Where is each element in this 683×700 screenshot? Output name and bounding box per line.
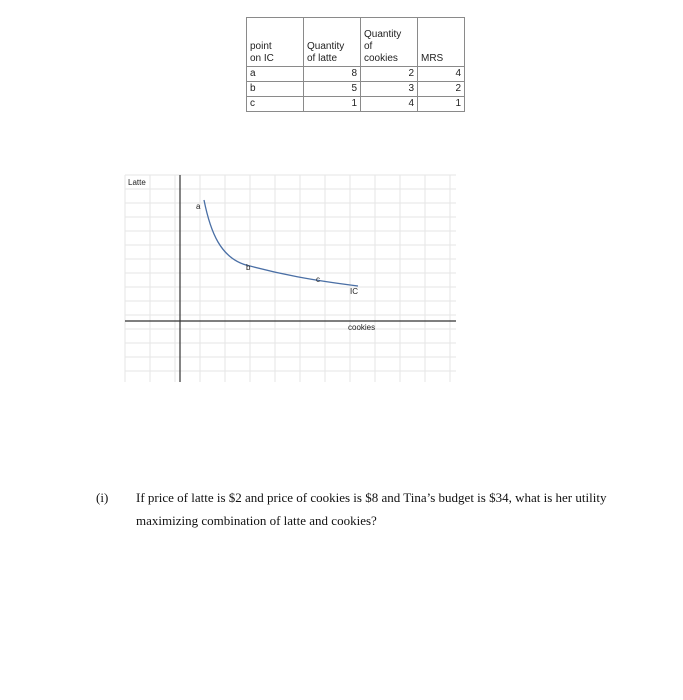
cell-mrs: 4 <box>418 67 465 82</box>
cell-cookies: 3 <box>361 82 418 97</box>
table-row <box>247 97 465 112</box>
table-header-row <box>247 18 465 67</box>
table-row <box>247 67 465 82</box>
cell-latte: 5 <box>304 82 361 97</box>
question-number: (i) <box>96 490 109 505</box>
cell-latte: 8 <box>304 67 361 82</box>
cell-mrs: 2 <box>418 82 465 97</box>
cell-point: c <box>247 97 304 112</box>
point-label-b: b <box>246 263 251 272</box>
cell-point: b <box>247 82 304 97</box>
header-cookies: Quantity of cookies <box>361 18 418 67</box>
indifference-curve-graph <box>110 170 470 390</box>
y-axis-label: Latte <box>128 178 146 187</box>
cell-latte: 1 <box>304 97 361 112</box>
header-latte: Quantity of latte <box>304 18 361 67</box>
cell-point: a <box>247 67 304 82</box>
grid-lines <box>125 175 456 382</box>
ic-table <box>246 17 465 112</box>
header-point: point on IC <box>247 18 304 67</box>
cell-cookies: 2 <box>361 67 418 82</box>
x-axis-label: cookies <box>348 323 376 332</box>
header-mrs: MRS <box>418 18 465 67</box>
point-label-c: c <box>316 275 320 284</box>
table-row <box>247 82 465 97</box>
cell-mrs: 1 <box>418 97 465 112</box>
cell-cookies: 4 <box>361 97 418 112</box>
point-label-a: a <box>196 202 201 211</box>
curve-label: IC <box>350 287 358 296</box>
question-text: If price of latte is $2 and price of cookies is $8 and Tina’s budget is $34, what is her utility maximizing combination of latte and cookies? <box>136 490 607 528</box>
